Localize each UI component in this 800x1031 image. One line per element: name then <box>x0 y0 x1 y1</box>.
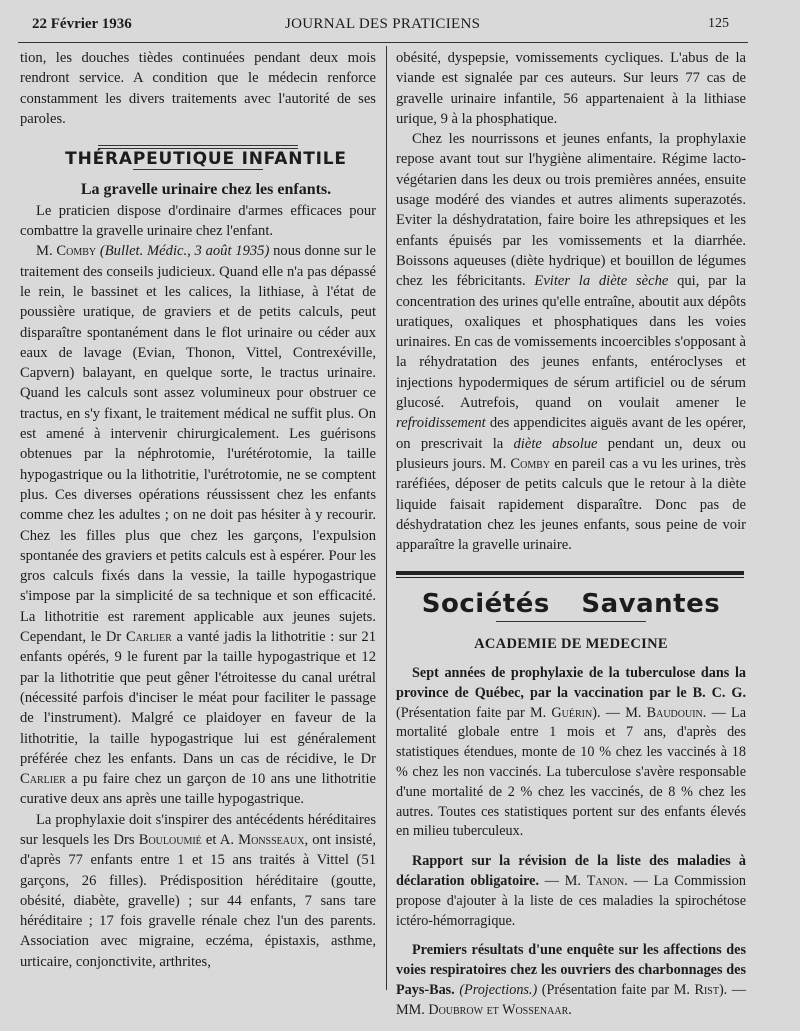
paragraph-2-text-b: a vanté jadis la lithotritie : sur 21 enfants opérés, 9 le furent par la taille hypogastrique et 12 par la lithotritie que peut gêner l'étroitesse du canal urétral (nécessité parfois d'inciser le méat pour faciliter le passage de l'instrument). Malgré ce plaidoyer en faveur de la lithotritie, la taille hypogastrique lui est généralement préférée chez les enfants. Dans un cas de récidive, le Dr <box>20 629 376 767</box>
paragraph-continued: obésité, dyspepsie, vomissements cycliques. L'abus de la viande est signalée par ces auteurs. Sur leurs 77 cas de gravelle urinaire infantile, 56 appartenaient à la lithiase urique, 9 à la phosphatique. <box>396 50 746 127</box>
emphasis-diete-absolue: diète absolue <box>513 435 598 452</box>
societes-divider <box>396 571 744 578</box>
paragraph-3-text-c: , ont insisté, d'après 77 enfants entre 1 et 15 ans traités à Vittel (51 garçons, 26 filles). Prédisposition héréditaire (goutte, obésité, diabète, gravelle) ; sur 44 enfants, 7 sans tare héréditaire ; 17 fois gravelle rénale chez l'un des parents. Association avec migraine, eczéma, épistaxis, asthme, urticaire, conjonctivite, arthrites, <box>20 831 376 970</box>
societes-underline <box>496 621 646 622</box>
author-monsseaux: Monsseaux <box>238 831 305 848</box>
communication-3 <box>396 941 746 1020</box>
paragraph-2-text-c: a pu faire chez un garçon de 10 ans une lithotritie curative deux ans après une taille hypogastrique. <box>20 771 376 808</box>
left-column <box>20 48 376 972</box>
communication-3-text-d: . <box>568 1001 572 1018</box>
communication-2-title: Rapport sur la révision de la liste des maladies à déclaration obligatoire. <box>396 853 746 889</box>
article-title: La gravelle urinaire chez les enfants. <box>80 181 332 199</box>
academie-title: ACADEMIE DE MEDECINE <box>474 635 668 652</box>
communication-1-title: Sept années de prophylaxie de la tuberculose dans la province de Québec, par la vaccination par le B. C. G. <box>396 665 746 701</box>
paragraph-3-text-a: La prophylaxie doit s'inspirer des antécédents héréditaires sur lesquels les Drs <box>20 811 376 848</box>
communication-1-text-a: (Présentation faite par M. <box>396 704 552 721</box>
author-bouloumie: Bouloumié <box>138 831 202 848</box>
paragraph-4-text-c: des appendicites aiguës avant de les opérer, on prescrivait la <box>396 415 746 452</box>
author-comby: M. Comby <box>36 243 97 260</box>
author-carlier: Carlier <box>125 629 172 646</box>
emphasis-diete-seche: Eviter la diète sèche <box>534 273 669 290</box>
paragraph-3-text-b: et A. <box>201 831 239 848</box>
communication-2-text-a: — M. <box>539 872 587 889</box>
column-rule <box>386 46 387 990</box>
issue-date: 22 Février 1936 <box>32 16 132 32</box>
journal-title: JOURNAL DES PRATICIENS <box>285 16 481 32</box>
name-baudouin: Baudouin <box>646 704 703 721</box>
author-carlier-2: Carlier <box>20 771 66 788</box>
communication-3-text-b: (Présentation faite par M. <box>537 981 695 998</box>
communication-3-projections: (Projections.) <box>459 981 538 998</box>
communication-2-text-b: . — La Commission propose d'ajouter à la liste de ces maladies la spirochétose ictéro-hémorragique. <box>396 872 746 929</box>
paragraph-4-text-e: en pareil cas a vu les urines, très raréfiées, déposer de petits calculs que le retour à la diète liquide faisait rapidement disparaître. Donc pas de déshydratation chez les jeunes enfants, sous peine de voir apparaître la gravelle urinaire. <box>396 455 746 554</box>
names-doubrow-wossenaar: Doubrow et Wossenaar <box>428 1001 569 1018</box>
author-comby-2: Comby <box>510 455 551 472</box>
paragraph-4 <box>396 129 746 555</box>
name-tanon: Tanon <box>586 872 625 889</box>
communication-3-text-c: ). — MM. <box>396 981 746 1018</box>
paragraph-2 <box>20 241 376 809</box>
paragraph-4-text-a: Chez les nourrissons et jeunes enfants, la prophylaxie repose avant tout sur l'hygiène alimentaire. Régime lacto-végétarien dans les deux ou trois premières années, ensuite usage modéré des viandes et autres aliments superazotés. Eviter la déshydratation, faire boire les athrepsiques et les enfants épuisés par les vomissements et la diarrhée. Boissons aqueuses (diète hydrique) et bouillon de légumes chez les fébricitants. <box>396 131 746 290</box>
communication-3-title: Premiers résultats d'une enquête sur les affections des voies respiratoires chez les ouvriers des charbonnages des Pays-Bas. <box>396 942 746 998</box>
societes-title: Sociétés Savantes <box>421 589 721 620</box>
communication-2 <box>396 852 746 931</box>
paragraph-4-text-d: pendant un, deux ou plusieurs jours. M. <box>396 435 746 472</box>
communication-1-text-c: . — La mortalité globale entre 1 mois et 7 ans, d'après des statistiques étendues, monte de 10 % chez les vaccinés à 18 % chez les non vaccinés. La tuberculose s'avère responsable d'une mortalité de 2 % chez les vaccinés, de 8 % chez les autres. Toutes ces statistiques portent sur des enfants élevés en milieu tuberculeux. <box>396 704 746 840</box>
communication-1-text-b: ). — M. <box>592 704 647 721</box>
name-rist: Rist <box>694 981 719 998</box>
communication-1 <box>396 664 746 842</box>
paragraph-2-text-a: nous donne sur le traitement des conseils judicieux. Quand elle n'a pas dépassé le rein, le bassinet et les calices, la lithiase, à l'état de poussière uratique, de graviers et de petits calculs, peut disparaître spontanément dans le flot urinaire ou céder aux eaux de lavage (Evian, Thonon, Vittel, Contrexéville, Capvern) balayant, en quelque sorte, le tractus urinaire. Quand les calculs sont assez volumineux pour obstruer ce tractus, en s'y fixant, le traitement médical ne suffit plus. On est amené à intervenir chirurgicalement. Les guérisons obtenues par la néphrotomie, l'urétérotomie, la taille hypogastrique ou la lithotritie, l'urétrotomie, ne se comptent plus. Ces diverses opérations réussissent chez les enfants comme chez les adultes ; on ne doit pas hésiter à y recourir. Chez les filles plus que chez les garçons, l'expulsion spontanée des graviers et petits calculs est à espérer. Pour les gros calculs fixés dans la vessie, la taille hypogastrique s'impose par la simplicité de sa technique et son efficacité. La lithotritie est rarement applicable aux jeunes sujets. Cependant, le Dr <box>20 243 376 646</box>
section-title: THÉRAPEUTIQUE INFANTILE <box>65 149 347 170</box>
paragraph-4-text-b: qui, par la concentration des urines qu'elle entraîne, aboutit aux dépôts uratiques, oxaliques et phosphatiques dans les voies urinaires. En cas de vomissements incoercibles s'opposant à la réhydratation des jeunes enfants, entéroclyses et injections hypodermiques de sérum artificiel ou de sérum glucosé. Autrefois, quand on voulait amener le <box>396 273 746 412</box>
emphasis-refroidissement: refroidissement <box>396 415 486 432</box>
section-title-underline <box>133 169 263 170</box>
running-header <box>0 12 800 40</box>
reference: (Bullet. Médic., 3 août 1935) <box>99 243 270 260</box>
page-number: 125 <box>708 16 729 31</box>
name-guerin: Guérin <box>551 704 593 721</box>
header-rule <box>18 42 748 43</box>
right-column <box>396 48 746 1031</box>
paragraph-1: Le praticien dispose d'ordinaire d'armes efficaces pour combattre la gravelle urinaire chez l'enfant. <box>20 202 376 240</box>
intro-paragraph: tion, les douches tièdes continuées pendant deux mois rendront service. A condition que le médecin renforce constamment les divers traitements avec l'autorité de ses paroles. <box>20 50 376 127</box>
paragraph-3 <box>20 810 376 972</box>
